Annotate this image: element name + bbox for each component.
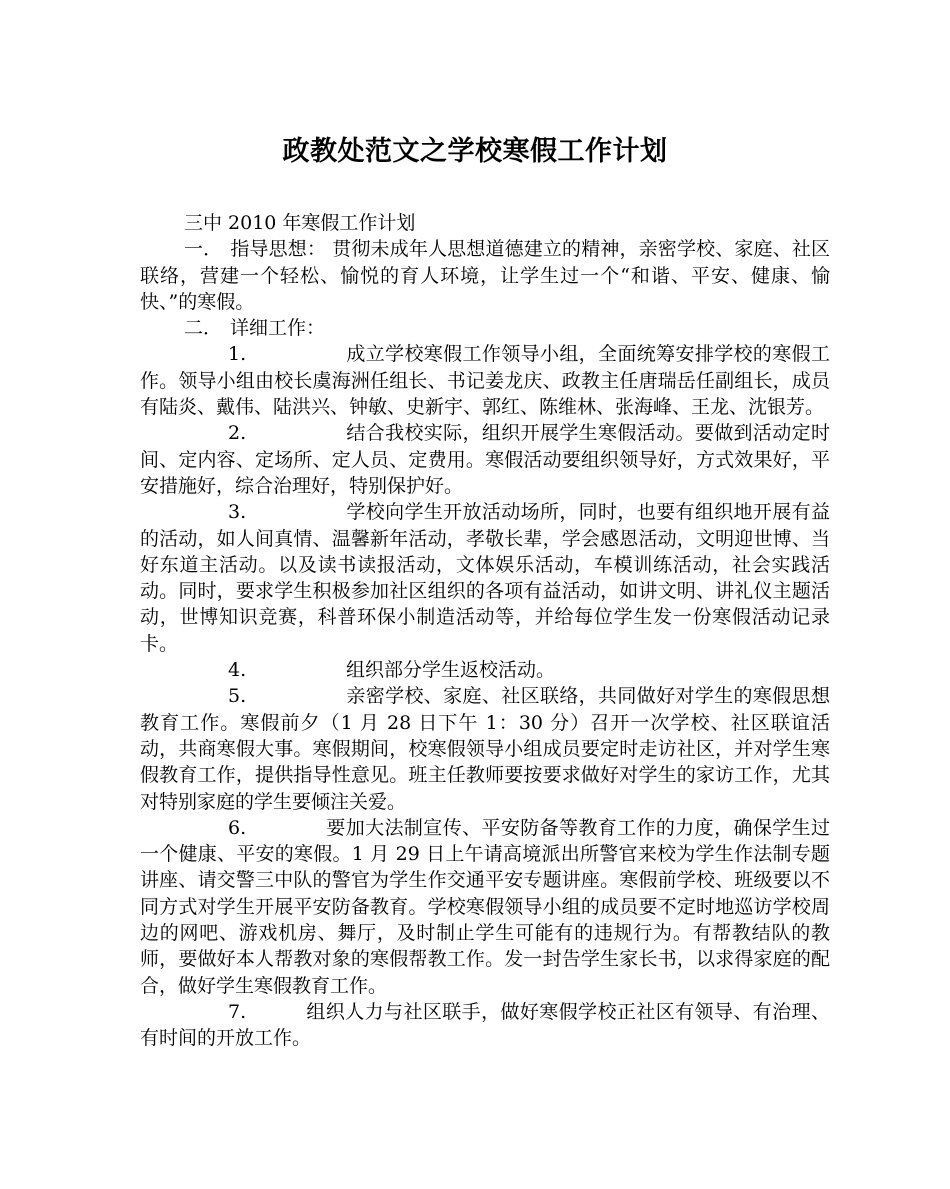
- item-number: 6.: [228, 816, 247, 839]
- section-text: 指导思想： 贯彻未成年人思想道德建立的精神，亲密学校、家庭、社区联络，营建一个轻松、愉悦的育人环境，让学生过一个“和谐、平安、健康、愉快、”的寒假。: [140, 238, 830, 313]
- section-number: 一．: [184, 238, 223, 261]
- item-text: 要加大法制宣传、平安防备等教育工作的力度，确保学生过一个健康、平安的寒假。1 月 29 日上午请高境派出所警官来校为学生作法制专题讲座、请交警三中队的警官为学生作交通平安专题讲座。寒假前学校、班级要以不同方式对学生开展平安防备教育。学校寒假领导小组的成员要不定时地巡访学校周边的网吧、游戏机房、舞厅，及时制止学生可能有的违规行为。有帮教结队的教师，要做好本人帮教对象的寒假帮教工作。发一封告学生家长书，以求得家庭的配合，做好学生寒假教育工作。: [140, 816, 830, 997]
- work-item-3: [140, 499, 830, 657]
- item-text: 结合我校实际，组织开展学生寒假活动。要做到活动定时间、定内容、定场所、定人员、定费用。寒假活动要组织领导好，方式效果好，平安措施好，综合治理好，特别保护好。: [140, 422, 830, 497]
- work-item-1: [140, 341, 830, 420]
- work-item-2: [140, 420, 830, 499]
- work-item-4: [140, 657, 830, 683]
- item-number: 3.: [228, 501, 247, 524]
- document-title: 政教处范文之学校寒假工作计划: [282, 136, 668, 167]
- work-item-5: [140, 683, 830, 814]
- item-text: 组织部分学生返校活动。: [346, 659, 556, 682]
- work-item-6: [140, 815, 830, 999]
- item-text: 学校向学生开放活动场所，同时，也要有组织地开展有益的活动，如人间真情、温馨新年活动，孝敬长辈，学会感恩活动，文明迎世博、当好东道主活动。以及读书读报活动，文体娱乐活动，车模训练活动，社会实践活动。同时，要求学生积极参加社区组织的各项有益活动，如讲文明、讲礼仪主题活动，世博知识竞赛，科普环保小制造活动等，并给每位学生发一份寒假活动记录卡。: [140, 501, 830, 655]
- item-number: 2.: [228, 422, 247, 445]
- item-text: 亲密学校、家庭、社区联络，共同做好对学生的寒假思想教育工作。寒假前夕（1 月 28 日下午 1：30 分）召开一次学校、社区联谊活动，共商寒假大事。寒假期间，校寒假领导小组成员要定时走访社区，并对学生寒假教育工作，提供指导性意见。班主任教师要按要求做好对学生的家访工作，尤其对特别家庭的学生要倾注关爱。: [140, 685, 830, 813]
- section-number: 二．: [184, 317, 223, 340]
- item-number: 7.: [228, 1000, 247, 1023]
- item-number: 4.: [228, 659, 247, 682]
- item-number: 1.: [228, 343, 247, 366]
- document-body: [140, 210, 830, 1052]
- item-text: 成立学校寒假工作领导小组，全面统筹安排学校的寒假工作。领导小组由校长虞海洲任组长、书记姜龙庆、政教主任唐瑞岳任副组长，成员有陆炎、戴伟、陆洪兴、钟敏、史新宇、郭红、陈维林、张海峰、王龙、沈银芳。: [140, 343, 830, 419]
- section-specific-work: [140, 315, 830, 341]
- item-text: 组织人力与社区联手，做好寒假学校正社区有领导、有治理、有时间的开放工作。: [140, 1000, 830, 1050]
- document-subtitle: 三中 2010 年寒假工作计划: [184, 212, 416, 234]
- section-text: 详细工作：: [230, 317, 326, 340]
- item-number: 5.: [228, 685, 247, 708]
- work-item-7: [140, 999, 830, 1052]
- section-guiding-ideology: [140, 236, 830, 315]
